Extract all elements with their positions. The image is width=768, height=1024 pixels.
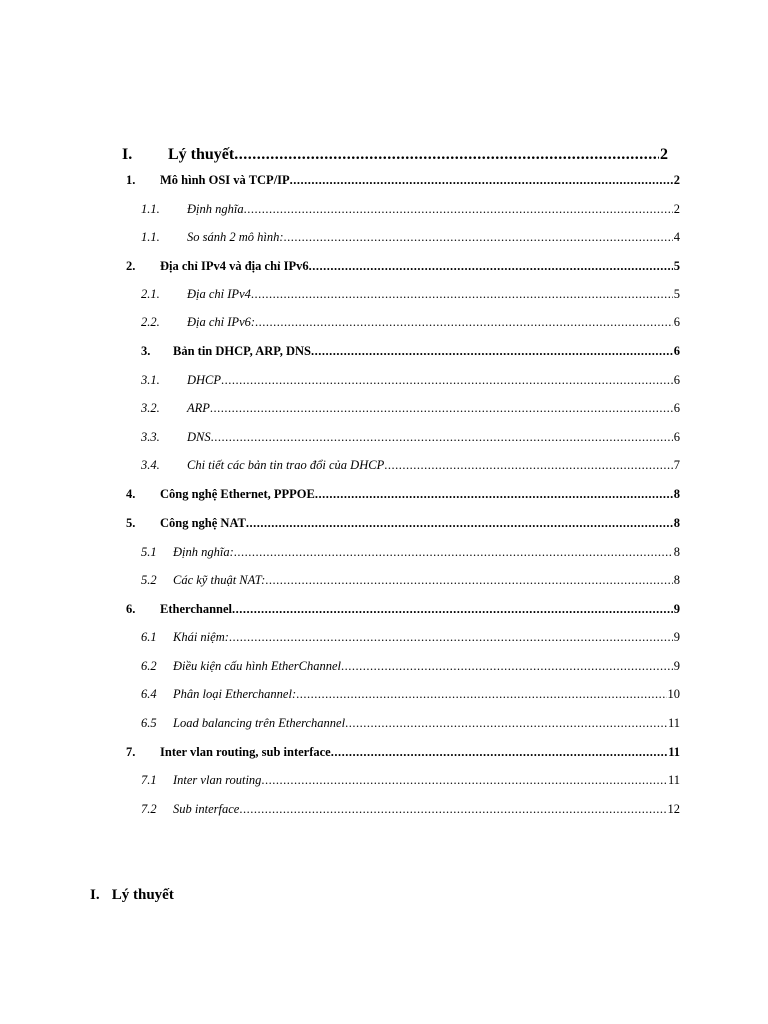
toc-dot-leader <box>341 659 673 674</box>
toc-dot-leader <box>210 401 673 416</box>
toc-dot-leader <box>331 745 667 760</box>
toc-entry-title: So sánh 2 mô hình: <box>187 230 284 244</box>
toc-entry-title: DNS <box>187 430 211 444</box>
toc-dot-leader <box>290 173 673 188</box>
toc-entry-title: Công nghệ NAT <box>160 516 246 530</box>
toc-dot-leader <box>234 545 673 560</box>
toc-dot-leader <box>211 430 673 445</box>
toc-dot-leader <box>244 202 673 217</box>
toc-entry[interactable] <box>141 716 680 731</box>
toc-entry[interactable] <box>141 401 680 416</box>
toc-entry-title: ARP <box>187 401 210 415</box>
toc-entry[interactable] <box>126 602 680 617</box>
toc-entry-number: 1. <box>126 173 136 187</box>
toc-dot-leader <box>311 344 673 359</box>
toc-entry-title: DHCP <box>187 373 222 387</box>
toc-entry[interactable] <box>141 344 680 359</box>
toc-entry-title: Địa chỉ IPv4 và địa chỉ IPv6 <box>160 259 309 273</box>
toc-entry-title: Etherchannel <box>160 602 232 616</box>
toc-entry-title: Lý thuyết <box>168 146 235 163</box>
toc-entry-number: 1.1. <box>141 230 160 244</box>
toc-entry-page: 10 <box>667 687 680 701</box>
toc-entry-title: Địa chỉ IPv4 <box>187 287 251 301</box>
toc-dot-leader <box>239 802 666 817</box>
toc-entry-number: 5.1 <box>141 545 157 559</box>
toc-entry-title: Inter vlan routing <box>173 773 262 787</box>
toc-entry[interactable] <box>141 773 680 788</box>
toc-entry-page: 5 <box>673 287 680 301</box>
toc-entry[interactable] <box>141 630 680 645</box>
toc-entry-page: 11 <box>668 745 680 759</box>
toc-dot-leader <box>251 287 673 302</box>
toc-dot-leader <box>284 230 673 245</box>
toc-dot-leader <box>384 458 673 473</box>
toc-dot-leader <box>315 487 673 502</box>
toc-entry-page: 5 <box>673 259 680 273</box>
toc-entry-page: 9 <box>673 659 680 673</box>
toc-entry-number: 2.2. <box>141 315 160 329</box>
toc-entry-page: 8 <box>673 545 680 559</box>
toc-dot-leader <box>345 716 667 731</box>
toc-entry-page: 9 <box>673 630 680 644</box>
toc-entry-number: 3.4. <box>141 458 160 472</box>
toc-entry[interactable] <box>141 687 680 702</box>
toc-entry-number: 6.1 <box>141 630 157 644</box>
toc-entry[interactable] <box>141 202 680 217</box>
toc-entry-page: 9 <box>673 602 680 616</box>
toc-dot-leader <box>234 146 659 164</box>
toc-entry-page: 12 <box>667 802 680 816</box>
toc-entry-page: 2 <box>660 146 668 163</box>
section-heading-number: I. <box>90 887 100 903</box>
toc-entry-title: Các kỹ thuật NAT: <box>173 573 266 587</box>
toc-entry[interactable] <box>141 545 680 560</box>
section-heading-title: Lý thuyết <box>111 887 174 903</box>
toc-entry-page: 6 <box>673 401 680 415</box>
toc-entry-title: Công nghệ Ethernet, PPPOE <box>160 487 315 501</box>
toc-entry-number: 4. <box>126 487 136 501</box>
toc-entry-title: Khái niệm: <box>173 630 229 644</box>
toc-dot-leader <box>255 315 673 330</box>
toc-entry-number: 3.1. <box>141 373 160 387</box>
toc-entry[interactable] <box>141 659 680 674</box>
toc-entry-page: 2 <box>673 202 680 216</box>
toc-entry[interactable] <box>141 230 680 245</box>
toc-entry[interactable] <box>141 458 680 473</box>
toc-entry-title: Mô hình OSI và TCP/IP <box>160 173 290 187</box>
toc-entry-number: 2. <box>126 259 136 273</box>
toc-dot-leader <box>265 573 673 588</box>
toc-entry-page: 2 <box>673 173 680 187</box>
toc-entry-title: Định nghĩa: <box>173 545 234 559</box>
toc-entry[interactable] <box>141 573 680 588</box>
toc-entry-number: 1.1. <box>141 202 160 216</box>
toc-entry[interactable] <box>126 259 680 274</box>
toc-entry-page: 6 <box>673 315 680 329</box>
toc-entry-title: Inter vlan routing, sub interface <box>160 745 331 759</box>
toc-entry-number: 5.2 <box>141 573 157 587</box>
toc-dot-leader <box>232 602 673 617</box>
toc-entry-title: Định nghĩa <box>187 202 244 216</box>
section-heading <box>90 887 174 904</box>
toc-entry-page: 8 <box>673 516 680 530</box>
toc-entry[interactable] <box>126 487 680 502</box>
toc-entry-page: 11 <box>667 773 680 787</box>
toc-entry-page: 4 <box>673 230 680 244</box>
toc-entry-page: 7 <box>673 458 680 472</box>
toc-entry-number: 3.3. <box>141 430 160 444</box>
toc-entry-number: 6. <box>126 602 136 616</box>
toc-entry-number: 5. <box>126 516 136 530</box>
toc-entry-page: 11 <box>667 716 680 730</box>
toc-entry[interactable] <box>141 373 680 388</box>
toc-entry-title: Sub interface <box>173 802 240 816</box>
toc-entry-number: 2.1. <box>141 287 160 301</box>
toc-entry-number: 3. <box>141 344 151 358</box>
toc-entry-number: 6.5 <box>141 716 157 730</box>
toc-entry-number: 7.1 <box>141 773 157 787</box>
toc-dot-leader <box>221 373 673 388</box>
toc-entry-title: Điều kiện cấu hình EtherChannel <box>173 659 342 673</box>
toc-entry-page: 8 <box>673 573 680 587</box>
toc-entry[interactable] <box>141 802 680 817</box>
toc-dot-leader <box>246 516 673 531</box>
toc-entry[interactable] <box>126 745 680 760</box>
toc-entry[interactable] <box>126 173 680 188</box>
toc-entry-page: 8 <box>673 487 680 501</box>
toc-entry-title: Load balancing trên Etherchannel <box>173 716 346 730</box>
toc-entry-number: 6.4 <box>141 687 157 701</box>
toc-entry[interactable] <box>126 516 680 531</box>
toc-entry-page: 6 <box>673 430 680 444</box>
toc-entry-number: 7.2 <box>141 802 157 816</box>
toc-entry-title: Phân loại Etherchannel: <box>173 687 297 701</box>
toc-entry-title: Bản tin DHCP, ARP, DNS <box>173 344 312 358</box>
toc-entry[interactable] <box>141 287 680 302</box>
toc-entry-number: I. <box>122 146 133 163</box>
toc-dot-leader <box>261 773 667 788</box>
toc-entry-title: Chi tiết các bản tin trao đổi của DHCP <box>187 458 385 472</box>
toc-entry[interactable] <box>141 430 680 445</box>
toc-entry-number: 7. <box>126 745 136 759</box>
toc-entry-number: 6.2 <box>141 659 157 673</box>
toc-entry-page: 6 <box>673 373 680 387</box>
toc-entry-number: 3.2. <box>141 401 160 415</box>
toc-entry-page: 6 <box>673 344 680 358</box>
toc-dot-leader <box>309 259 673 274</box>
toc-dot-leader <box>229 630 673 645</box>
toc-entry-title: Địa chỉ IPv6: <box>187 315 256 329</box>
toc-entry[interactable] <box>141 315 680 330</box>
toc-entry[interactable] <box>122 146 668 164</box>
toc-dot-leader <box>296 687 666 702</box>
